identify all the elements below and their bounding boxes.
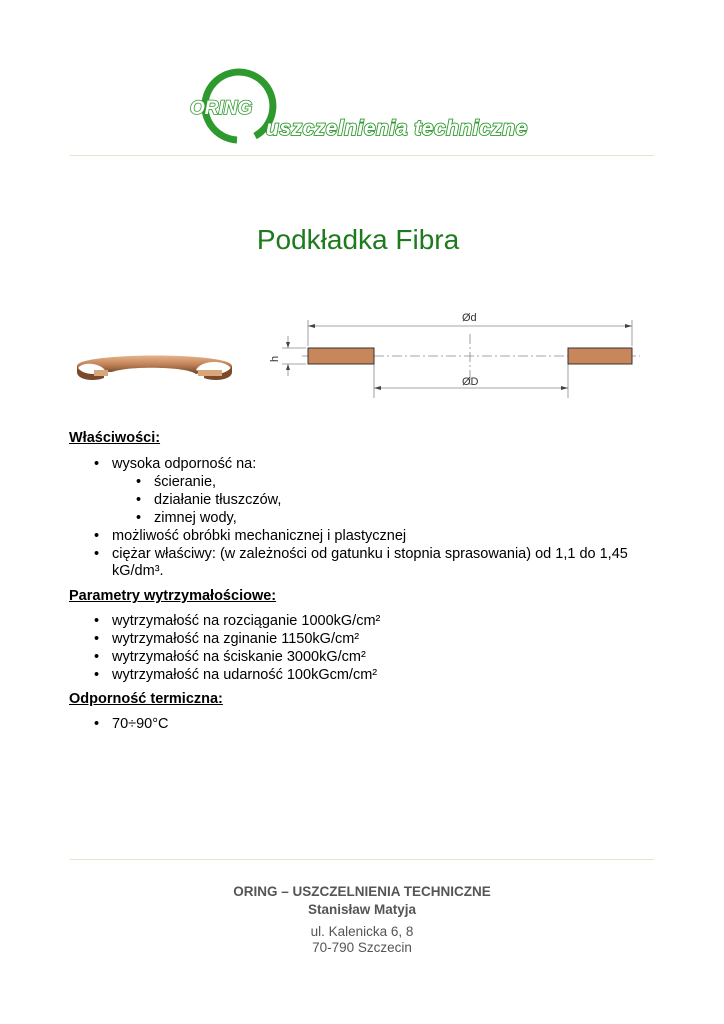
oring-logo — [180, 66, 560, 144]
washer-technical-drawing — [266, 306, 646, 402]
list-item: • wytrzymałość na ściskanie 3000kG/cm² — [112, 649, 366, 666]
section-right — [568, 348, 632, 364]
list-item: • wytrzymałość na udarność 100kGcm/cm² — [112, 667, 377, 684]
list-item: • 70÷90°C — [112, 716, 169, 733]
thermal-heading: Odporność termiczna: — [69, 691, 223, 707]
footer-owner: Stanisław Matyja — [307, 902, 417, 917]
logo-mark-text: ORING — [190, 98, 253, 119]
page-title: Podkładka Fibra — [256, 224, 460, 255]
footer-city: 70-790 Szczecin — [312, 940, 412, 955]
list-item: • ścieranie, — [154, 474, 216, 491]
footer-street: ul. Kalenicka 6, 8 — [310, 924, 414, 939]
list-item: • wysoka odporność na: — [112, 456, 256, 473]
list-item-continuation: kG/dm³. — [112, 563, 164, 579]
logo-tagline: uszczelnienia techniczne — [266, 117, 528, 140]
footer-company: ORING – USZCZELNIENIA TECHNICZNE — [233, 884, 491, 899]
dim-label-h: h — [269, 355, 281, 362]
dim-label-D: ØD — [462, 376, 479, 388]
list-item: • wytrzymałość na zginanie 1150kG/cm² — [112, 631, 359, 648]
list-item: • działanie tłuszczów, — [154, 492, 281, 509]
footer-divider — [70, 859, 654, 860]
list-item: • wytrzymałość na rozciąganie 1000kG/cm² — [112, 613, 380, 630]
strength-heading: Parametry wytrzymałościowe: — [69, 588, 277, 604]
section-left — [308, 348, 374, 364]
properties-heading: Właściwości: — [69, 430, 161, 446]
washer-photo — [74, 344, 236, 384]
list-item: • zimnej wody, — [154, 510, 237, 527]
list-item: • możliwość obróbki mechanicznej i plastycznej — [112, 528, 406, 545]
header-divider — [70, 155, 654, 156]
dim-label-d: Ød — [462, 312, 477, 324]
list-item: • ciężar właściwy: (w zależności od gatunku i stopnia sprasowania) od 1,1 do 1,45 — [112, 546, 628, 563]
